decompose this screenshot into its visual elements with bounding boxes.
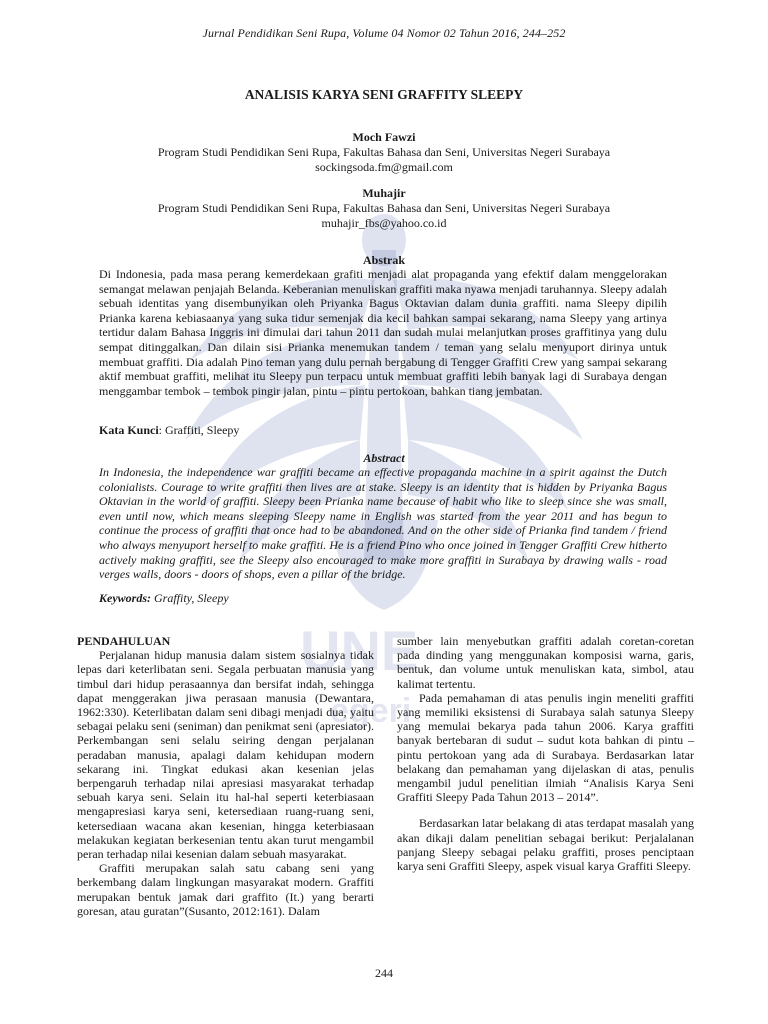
author-affiliation: Program Studi Pendidikan Seni Rupa, Fakultas Bahasa dan Seni, Universitas Negeri Surabaya [157,145,611,159]
paragraph: Pada pemahaman di atas penulis ingin meneliti graffiti yang memiliki eksistensi di Surabaya salah satunya Sleepy yang memulai bekarya pada tahun 2006. Karya graffiti banyak bertebaran di sudut – sudut kota bahkan di pintu – pintu pertokoan yang ada di Surabaya. Berdasarkan latar belakang dan pemahaman yang dijelaskan di atas, penulis mengambil judul penelitian ilmiah “Analisis Karya Seni Graffiti Sleepy Pada Tahun 2013 – 2014”. [397,690,694,805]
keywords-values: Graffity, Sleepy [151,591,229,605]
kata-kunci [99,423,667,438]
journal-header: Jurnal Pendidikan Seni Rupa, Volume 04 Nomor 02 Tahun 2016, 244–252 [202,26,566,40]
abstrak-heading: Abstrak [362,253,405,267]
keywords [99,591,667,606]
author-email: muhajir_fbs@yahoo.co.id [321,216,447,230]
paragraph: Graffiti merupakan salah satu cabang seni yang berkembang dalam lingkungan masyarakat modern. Graffiti merupakan bentuk jamak dari graffito (It.) yang berarti goresan, atau guratan”(Susanto, 2012:161). Dalam [77,861,374,918]
paper-title: ANALISIS KARYA SENI GRAFFITY SLEEPY [244,87,524,102]
author-name: Moch Fawzi [352,130,416,144]
author-email: sockingsoda.fm@gmail.com [315,160,453,174]
left-column [77,634,374,918]
paragraph: sumber lain menyebutkan graffiti adalah coretan-coretan pada dinding yang menggunakan komposisi warna, garis, bentuk, dan volume untuk menuliskan kata, simbol, atau kalimat tertentu. [397,634,694,691]
paragraph: Berdasarkan latar belakang di atas terdapat masalah yang akan dikaji dalam penelitian sebagai berikut: Perjalalanan panjang Sleepy sebagai pelaku graffiti, proses penciptaan karya seni Graffiti Sleepy, aspek visual karya Graffiti Sleepy. [397,816,694,874]
abstract-heading: Abstract [363,451,405,465]
right-column [397,634,694,873]
kata-kunci-values: : Graffiti, Sleepy [158,423,240,437]
page-number: 244 [375,966,393,980]
svg-text:UNE: UNE [300,619,419,682]
author-block-1 [0,130,768,175]
kata-kunci-label: Kata Kunci [99,423,159,437]
paragraph: Perjalanan hidup manusia dalam sistem sosialnya tidak lepas dari keterlibatan seni. Segala perbuatan manusia yang timbul dari hidup perasaannya dan bersifat indah, sehingga dapat menggerakan jiwa perasaan manusia (Dewantara, 1962:330). Keterlibatan dalam seni dibagi menjadi dua, yaitu sebagai pelaku seni (seniman) dan penikmat seni (apresiator). Perkembangan seni selalu seiring dengan perjalanan peradaban manusia, apalagi dalam kehidupan modern sekarang ini. Tingkat edukasi akan kesenian jelas berpengaruh terhadap nilai apresiasi masyarakat terhadap sebuah karya seni. Selain itu hal-hal seperti keterbiasaan mengapresiasi karya seni, ketersediaan ruang-ruang seni, ketersediaan wacana akan kesenian, hingga keterbiasaan melakukan kegiatan berkesenian tentu akan turut mengambil peran terhadap nilai kesenian dalam sebuah masyarakat. [77,648,374,862]
abstrak-body: Di Indonesia, pada masa perang kemerdekaan grafiti menjadi alat propaganda yang efektif dalam menggelorakan semangat melawan penjajah Belanda. Keberanian menuliskan graffiti maka nyawa menjadi taruhannya. Sleepy adalah sebuah identitas yang disembunyikan oleh Priyanka Bagus Oktavian dalam dunia graffiti. nama Sleepy dipilih Prianka karena kebiasaanya yang suka tidur semenjak dia kecil bahkan sampai sekarang, nama Sleepy yang artinya tertidur dalam Bahasa Inggris ini dimulai dari tahun 2011 dan sudah mulai melanjutkan proses graffitinya yang dulu sempat ditinggalkan. Dan dilain sisi Prianka menemukan tandem / teman yang selalu menyuport dirinya untuk membuat graffiti. Dia adalah Pino teman yang dulu pernah bergabung di Tengger Graffiti Crew yang sampai sekarang aktif membuat graffiti, melihat itu Sleepy pun terpacu untuk membuat graffiti lebih banyak lagi di Surabaya dengan menggambar tembok – tembok pingir jalan, pintu – pintu pertokoan, bahkan tiang jembatan. [99,267,667,398]
author-block-2 [0,186,768,231]
author-name: Muhajir [362,186,406,200]
svg-text:egeri: egeri [330,692,412,730]
abstract-body: In Indonesia, the independence war graffiti became an effective propaganda machine in a spirit against the Dutch colonialists. Courage to write graffiti then lives are at stake. Sleepy is an identity that is hidden by Priyanka Bagus Oktavian in the world of graffiti. Sleepy been Prianka name because of habit who like to sleep since she was small, even until now, which means sleeping Sleepy name in English was started from the year 2011 and has begun to continue the process of graffiti that once had to be abandoned. And on the other side of Prianka find tandem / friend who always menyuport herself to make graffiti. He is a friend Pino who once joined in Tengger Graffiti Crew hitherto actively making graffiti, see the Sleepy also encouraged to make more graffiti in Surabaya by drawing walls - road verges walls, doors - doors of shops, even a pillar of the bridge. [99,465,667,582]
section-heading: PENDAHULUAN [77,634,171,648]
keywords-label: Keywords: [99,591,151,605]
author-affiliation: Program Studi Pendidikan Seni Rupa, Fakultas Bahasa dan Seni, Universitas Negeri Surabaya [157,201,611,215]
